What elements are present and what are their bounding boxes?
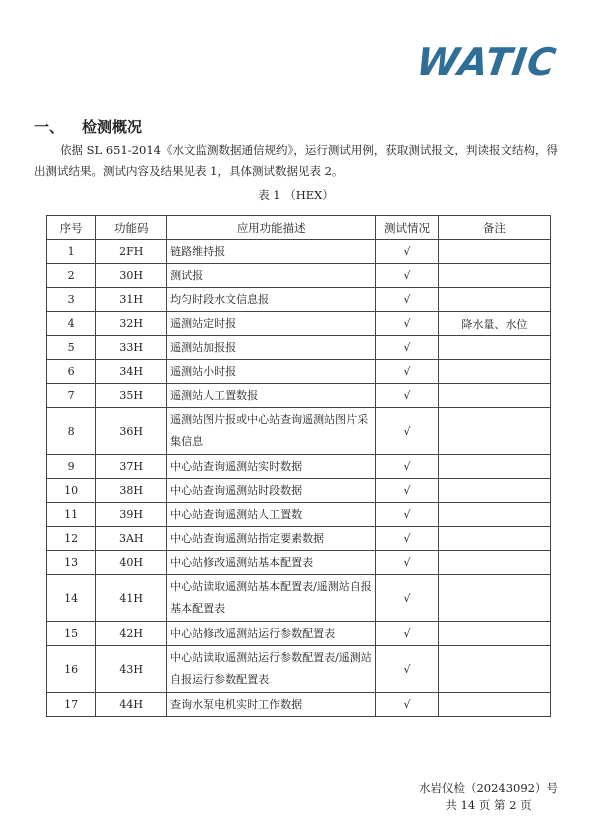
row-result: √ (376, 479, 438, 503)
row-function-code: 43H (96, 646, 167, 693)
row-remarks (438, 479, 550, 503)
row-result: √ (376, 336, 438, 360)
row-index: 13 (47, 551, 96, 575)
row-result: √ (376, 240, 438, 264)
row-function-code: 37H (96, 455, 167, 479)
row-index: 16 (47, 646, 96, 693)
row-remarks (438, 264, 550, 288)
row-description: 中心站修改遥测站基本配置表 (167, 551, 376, 575)
row-index: 17 (47, 693, 96, 717)
row-remarks (438, 360, 550, 384)
row-index: 15 (47, 622, 96, 646)
row-description: 中心站查询遥测站指定要素数据 (167, 527, 376, 551)
table-caption: 表 1 （HEX） (258, 188, 334, 202)
table-header-row (47, 216, 551, 240)
row-index: 7 (47, 384, 96, 408)
row-remarks (438, 336, 550, 360)
row-result: √ (376, 455, 438, 479)
table-row (47, 622, 551, 646)
row-remarks (438, 408, 550, 455)
row-result: √ (376, 312, 438, 336)
table-row (47, 693, 551, 717)
table-row (47, 312, 551, 336)
page-footer (419, 780, 558, 814)
header-remarks: 备注 (438, 216, 550, 240)
company-logo: WATIC (413, 40, 560, 84)
table-row (47, 575, 551, 622)
row-result: √ (376, 384, 438, 408)
row-result: √ (376, 646, 438, 693)
row-function-code: 35H (96, 384, 167, 408)
table-row (47, 503, 551, 527)
row-description: 均匀时段水文信息报 (167, 288, 376, 312)
row-description: 遥测站加报报 (167, 336, 376, 360)
row-description: 中心站修改遥测站运行参数配置表 (167, 622, 376, 646)
row-function-code: 30H (96, 264, 167, 288)
row-description: 中心站读取遥测站基本配置表/遥测站自报基本配置表 (167, 575, 376, 622)
row-index: 12 (47, 527, 96, 551)
table-row (47, 336, 551, 360)
row-function-code: 40H (96, 551, 167, 575)
row-result: √ (376, 360, 438, 384)
row-function-code: 38H (96, 479, 167, 503)
row-remarks (438, 288, 550, 312)
row-remarks (438, 240, 550, 264)
row-description: 遥测站定时报 (167, 312, 376, 336)
row-remarks (438, 551, 550, 575)
row-index: 11 (47, 503, 96, 527)
row-index: 5 (47, 336, 96, 360)
table-row (47, 288, 551, 312)
row-result: √ (376, 503, 438, 527)
row-description: 遥测站小时报 (167, 360, 376, 384)
row-function-code: 2FH (96, 240, 167, 264)
test-results-table (46, 215, 551, 717)
row-function-code: 31H (96, 288, 167, 312)
header-index: 序号 (47, 216, 96, 240)
row-result: √ (376, 288, 438, 312)
row-description: 链路维持报 (167, 240, 376, 264)
row-remarks: 降水量、水位 (438, 312, 550, 336)
row-function-code: 3AH (96, 527, 167, 551)
row-function-code: 44H (96, 693, 167, 717)
table-row (47, 264, 551, 288)
row-index: 1 (47, 240, 96, 264)
report-number: 水岩仪检（20243092）号 (418, 781, 558, 795)
row-index: 2 (47, 264, 96, 288)
row-description: 中心站查询遥测站实时数据 (167, 455, 376, 479)
row-description: 遥测站图片报或中心站查询遥测站图片采集信息 (167, 408, 376, 455)
row-remarks (438, 527, 550, 551)
header-result: 测试情况 (376, 216, 438, 240)
row-result: √ (376, 551, 438, 575)
row-index: 8 (47, 408, 96, 455)
row-function-code: 36H (96, 408, 167, 455)
table-row (47, 360, 551, 384)
row-function-code: 32H (96, 312, 167, 336)
page-number: 共 14 页 第 2 页 (445, 798, 532, 812)
intro-paragraph: 依据 SL 651-2014《水文监测数据通信规约》，运行测试用例，获取测试报文，判读报文结构，得出测试结果。测试内容及结果见表 1，具体测试数据见表 2。 (34, 143, 558, 178)
row-function-code: 39H (96, 503, 167, 527)
table-row (47, 551, 551, 575)
section-heading (34, 116, 142, 137)
row-function-code: 34H (96, 360, 167, 384)
table-row (47, 455, 551, 479)
row-remarks (438, 622, 550, 646)
row-result: √ (376, 408, 438, 455)
row-function-code: 33H (96, 336, 167, 360)
row-description: 遥测站人工置数报 (167, 384, 376, 408)
header-function-code: 功能码 (96, 216, 167, 240)
table-row (47, 408, 551, 455)
table-row (47, 527, 551, 551)
row-description: 测试报 (167, 264, 376, 288)
table-row (47, 646, 551, 693)
row-index: 10 (47, 479, 96, 503)
row-result: √ (376, 622, 438, 646)
row-index: 6 (47, 360, 96, 384)
row-function-code: 42H (96, 622, 167, 646)
row-remarks (438, 693, 550, 717)
row-index: 3 (47, 288, 96, 312)
header-description: 应用功能描述 (167, 216, 376, 240)
row-remarks (438, 646, 550, 693)
row-result: √ (376, 264, 438, 288)
row-remarks (438, 575, 550, 622)
table-row (47, 240, 551, 264)
row-function-code: 41H (96, 575, 167, 622)
row-remarks (438, 503, 550, 527)
row-description: 查询水泵电机实时工作数据 (167, 693, 376, 717)
row-description: 中心站读取遥测站运行参数配置表/遥测站自报运行参数配置表 (167, 646, 376, 693)
section-number: 一、 (34, 118, 65, 136)
row-result: √ (376, 693, 438, 717)
row-index: 4 (47, 312, 96, 336)
row-remarks (438, 455, 550, 479)
row-description: 中心站查询遥测站时段数据 (167, 479, 376, 503)
row-remarks (438, 384, 550, 408)
table-row (47, 479, 551, 503)
table-row (47, 384, 551, 408)
section-title: 检测概况 (82, 118, 143, 136)
row-index: 14 (47, 575, 96, 622)
row-description: 中心站查询遥测站人工置数 (167, 503, 376, 527)
row-result: √ (376, 575, 438, 622)
row-result: √ (376, 527, 438, 551)
row-index: 9 (47, 455, 96, 479)
